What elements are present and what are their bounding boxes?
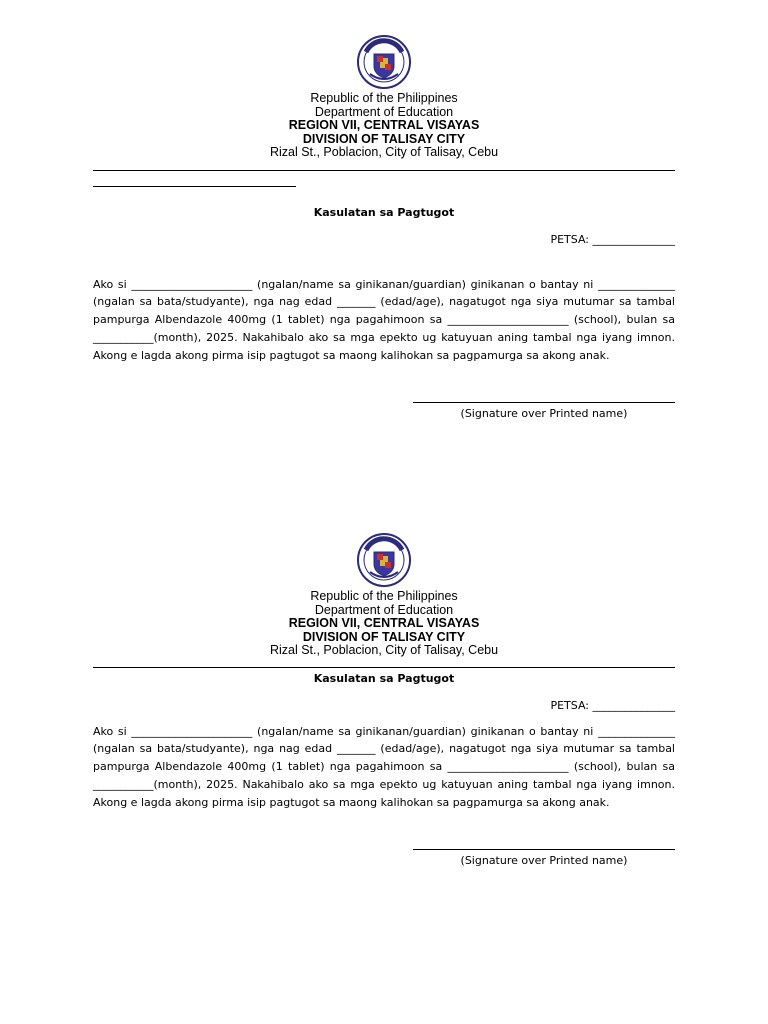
header-address: Rizal St., Poblacion, City of Talisay, Cebu bbox=[269, 643, 499, 657]
header-republic: Republic of the Philippines bbox=[310, 589, 458, 603]
consent-form-2 bbox=[93, 532, 675, 867]
header-divider bbox=[93, 667, 675, 668]
signature-block bbox=[413, 402, 675, 420]
signature-block bbox=[413, 849, 675, 867]
header-department: Department of Education bbox=[314, 104, 454, 119]
header-division: DIVISION OF TALISAY CITY bbox=[302, 629, 466, 644]
header-divider-short bbox=[93, 186, 296, 187]
signature-line[interactable] bbox=[413, 402, 675, 403]
deped-seal-icon bbox=[356, 532, 412, 588]
consent-body: Ako si ______________________ (ngalan/name sa ginikanan/guardian) ginikanan o bantay ni ______________ (ngalan sa bata/studyante), nga nag edad _______ (edad/age), nagatugot nga siya mutumar sa tambal pampurga Albendazole 400mg (1 tablet) nga pagahimoon sa ______________________ (school), bulan sa ___________(month), 2025. Nakahibalo ako sa mga epekto ug katuyuan aning tambal nga iyang imnon. Akong e lagda akong pirma isip pagtugot sa maong kalihokan sa pagpamurga sa akong anak. bbox=[93, 724, 675, 809]
header-divider bbox=[93, 170, 675, 171]
date-field[interactable]: PETSA: _______________ bbox=[550, 698, 675, 712]
deped-seal-icon bbox=[356, 34, 412, 90]
letterhead bbox=[93, 590, 675, 658]
form-title: Kasulatan sa Pagtugot bbox=[313, 205, 455, 219]
header-address: Rizal St., Poblacion, City of Talisay, Cebu bbox=[269, 145, 499, 159]
header-division: DIVISION OF TALISAY CITY bbox=[302, 131, 466, 146]
signature-label: (Signature over Printed name) bbox=[460, 407, 628, 421]
form-title: Kasulatan sa Pagtugot bbox=[313, 671, 455, 685]
letterhead bbox=[93, 92, 675, 160]
signature-line[interactable] bbox=[413, 849, 675, 850]
header-region: REGION VII, CENTRAL VISAYAS bbox=[288, 118, 480, 132]
date-field[interactable]: PETSA: _______________ bbox=[550, 232, 675, 246]
signature-label: (Signature over Printed name) bbox=[460, 854, 628, 868]
header-republic: Republic of the Philippines bbox=[310, 91, 458, 105]
header-region: REGION VII, CENTRAL VISAYAS bbox=[288, 616, 480, 630]
header-department: Department of Education bbox=[314, 602, 454, 617]
consent-form-1 bbox=[93, 34, 675, 420]
consent-body: Ako si ______________________ (ngalan/name sa ginikanan/guardian) ginikanan o bantay ni ______________ (ngalan sa bata/studyante), nga nag edad _______ (edad/age), nagatugot nga siya mutumar sa tambal pampurga Albendazole 400mg (1 tablet) nga pagahimoon sa ______________________ (school), bulan sa ___________(month), 2025. Nakahibalo ako sa mga epekto ug katuyuan aning tambal nga iyang imnon. Akong e lagda akong pirma isip pagtugot sa maong kalihokan sa pagpamurga sa akong anak. bbox=[93, 277, 675, 362]
